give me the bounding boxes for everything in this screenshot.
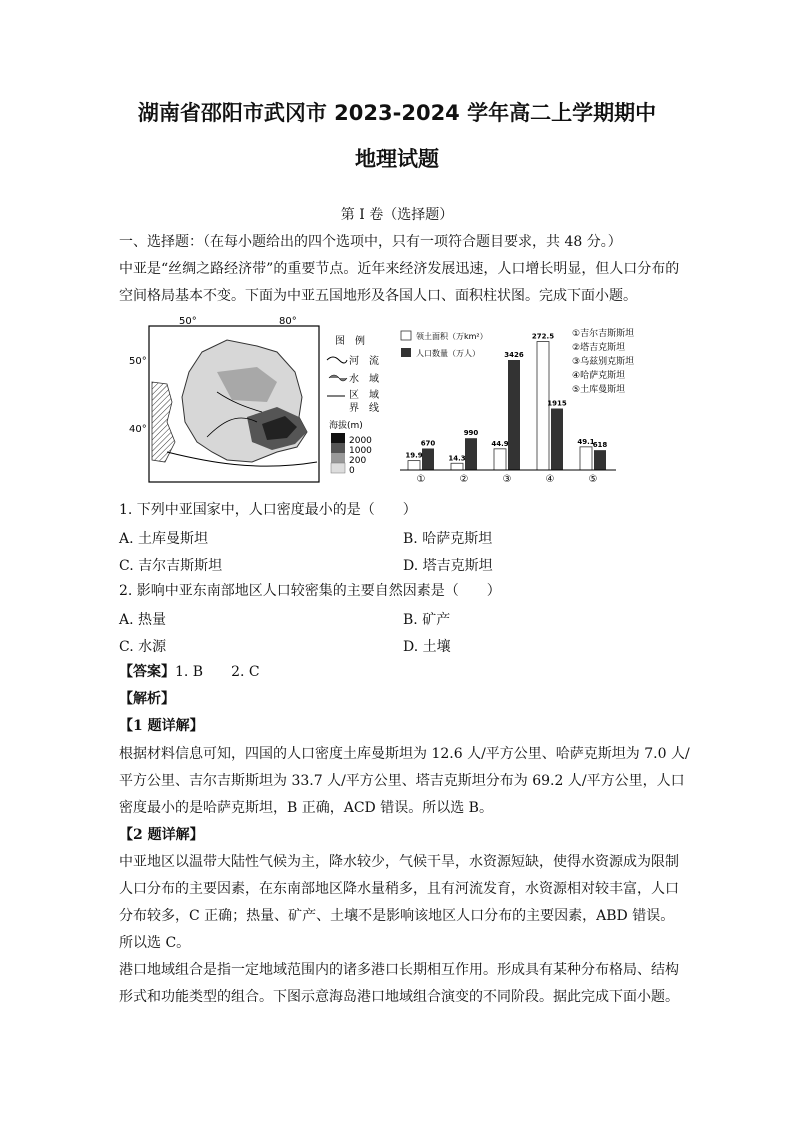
- question-2-stem: 2. 影响中亚东南部地区人口较密集的主要自然因素是（ ）: [119, 583, 501, 599]
- elev-1000: 1000: [349, 446, 372, 456]
- intro-line-1: 中亚是“丝绸之路经济带”的重要节点。近年来经济发展迅速，人口增长明显，但人口分布的: [119, 261, 680, 277]
- bar-population-3: [508, 360, 520, 470]
- q2-option-d: D. 土壤: [403, 639, 451, 655]
- detail-2-line-4: 所以选 C。: [119, 935, 191, 951]
- label-population-3: 3426: [504, 350, 524, 359]
- bar-population-4: [551, 409, 563, 470]
- elev-swatch: [331, 463, 345, 473]
- lon-label-80: 80°: [279, 316, 297, 327]
- legend-boundary-2: 界 线: [349, 403, 379, 414]
- next-intro-line-1: 港口地域组合是指一定地域范围内的诸多港口长期相互作用。形成具有某种分布格局、结构: [119, 962, 679, 978]
- legend-population: 人口数量（万人）: [416, 349, 480, 358]
- country-key-3: ③乌兹别克斯坦: [572, 357, 635, 367]
- detail-1-line-1: 根据材料信息可知，四国的人口密度土库曼斯坦为 12.6 人/平方公里、哈萨克斯坦为 7.0 人/: [119, 746, 690, 762]
- category-label-1: ①: [416, 474, 426, 485]
- detail-2-line-2: 人口分布的主要因素，在东南部地区降水量稍多，且有河流发育，水资源相对较丰富，人口: [119, 881, 679, 897]
- label-population-1: 670: [420, 439, 436, 448]
- label-area-3: 44.9: [491, 439, 509, 448]
- detail-1-line-2: 平方公里、吉尔吉斯斯坦为 33.7 人/平方公里、塔吉克斯坦分布为 69.2 人/平方公里，人口: [119, 773, 685, 789]
- detail-1-label: 【1 题详解】: [119, 718, 204, 734]
- q2-option-c: C. 水源: [119, 639, 167, 655]
- detail-2-line-1: 中亚地区以温带大陆性气候为主，降水较少，气候干旱，水资源短缺，使得水资源成为限制: [119, 854, 679, 870]
- country-key-1: ①吉尔吉斯斯坦: [572, 329, 635, 339]
- document-title: 湖南省邵阳市武冈市 2023-2024 学年高二上学期期中: [137, 101, 657, 125]
- detail-2-line-3: 分布较多，C 正确；热量、矿产、土壤不是影响该地区人口分布的主要因素，ABD 错误。: [119, 908, 675, 924]
- country-key-2: ②塔吉克斯坦: [572, 343, 626, 353]
- elev-swatch: [331, 453, 345, 463]
- population-area-chart: [398, 326, 660, 488]
- legend-river: 河 流: [349, 356, 379, 367]
- q1-option-c: C. 吉尔吉斯斯坦: [119, 558, 223, 574]
- legend-title: 图 例: [335, 336, 365, 347]
- elev-2000: 2000: [349, 436, 372, 446]
- country-key-4: ④哈萨克斯坦: [572, 371, 626, 381]
- q1-option-b: B. 哈萨克斯坦: [403, 531, 493, 547]
- lat-label-50: 50°: [129, 356, 147, 367]
- river-icon: [327, 357, 347, 363]
- lon-label-50: 50°: [179, 316, 197, 327]
- label-area-5: 49.1: [577, 437, 595, 446]
- bar-area-2: [451, 463, 463, 470]
- label-population-2: 990: [463, 429, 479, 438]
- category-label-3: ③: [502, 474, 512, 485]
- q2-option-b: B. 矿产: [403, 612, 451, 628]
- country-key-5: ⑤土库曼斯坦: [572, 385, 626, 395]
- elev-0: 0: [349, 466, 355, 476]
- bar-population-2: [465, 438, 477, 470]
- label-area-1: 19.9: [405, 451, 423, 460]
- next-intro-line-2: 形式和功能类型的组合。下图示意海岛港口地域组合演变的不同阶段。据此完成下面小题。: [119, 989, 679, 1005]
- answer-row: [119, 663, 260, 681]
- elev-200: 200: [349, 456, 367, 466]
- q2-option-a: A. 热量: [119, 612, 167, 628]
- q1-option-a: A. 土库曼斯坦: [119, 531, 209, 547]
- bar-area-3: [494, 449, 506, 470]
- category-label-4: ④: [545, 474, 555, 485]
- legend-pop-swatch: [401, 348, 411, 357]
- category-label-2: ②: [459, 474, 469, 485]
- document-subtitle: 地理试题: [355, 147, 439, 171]
- legend-boundary-1: 区 域: [349, 390, 379, 401]
- section-heading: 一、选择题：（在每小题给出的四个选项中，只有一项符合题目要求，共 48 分。）: [119, 234, 622, 250]
- central-asia-terrain-map: [127, 312, 392, 487]
- label-area-2: 14.3: [448, 454, 466, 463]
- q1-option-d: D. 塔吉克斯坦: [403, 558, 493, 574]
- label-population-4: 1915: [547, 399, 567, 408]
- bar-population-1: [422, 448, 434, 470]
- analysis-label: 【解析】: [119, 691, 175, 707]
- label-population-5: 618: [592, 441, 608, 450]
- volume-label: 第 I 卷（选择题）: [340, 207, 454, 223]
- legend-area: 领土面积（万km²）: [416, 332, 488, 341]
- bar-area-1: [408, 461, 420, 470]
- lat-label-40: 40°: [129, 424, 147, 435]
- detail-2-label: 【2 题详解】: [119, 827, 204, 843]
- elevation-title: 海拔(m): [329, 421, 363, 431]
- bar-population-5: [594, 450, 606, 470]
- category-label-5: ⑤: [588, 474, 598, 485]
- label-area-4: 272.5: [531, 332, 555, 341]
- question-1-stem: 1. 下列中亚国家中，人口密度最小的是（ ）: [119, 502, 417, 518]
- bar-area-5: [580, 447, 592, 470]
- legend-water: 水 域: [349, 374, 379, 385]
- answer-label: 【答案】: [119, 664, 175, 680]
- water-icon: [329, 375, 347, 381]
- elev-swatch: [331, 433, 345, 443]
- answer-text: 1. B 2. C: [175, 664, 260, 680]
- intro-line-2: 空间格局基本不变。下面为中亚五国地形及各国人口、面积柱状图。完成下面小题。: [119, 288, 637, 304]
- elev-swatch: [331, 443, 345, 453]
- detail-1-line-3: 密度最小的是哈萨克斯坦，B 正确，ACD 错误。所以选 B。: [119, 800, 493, 816]
- legend-area-swatch: [401, 331, 411, 340]
